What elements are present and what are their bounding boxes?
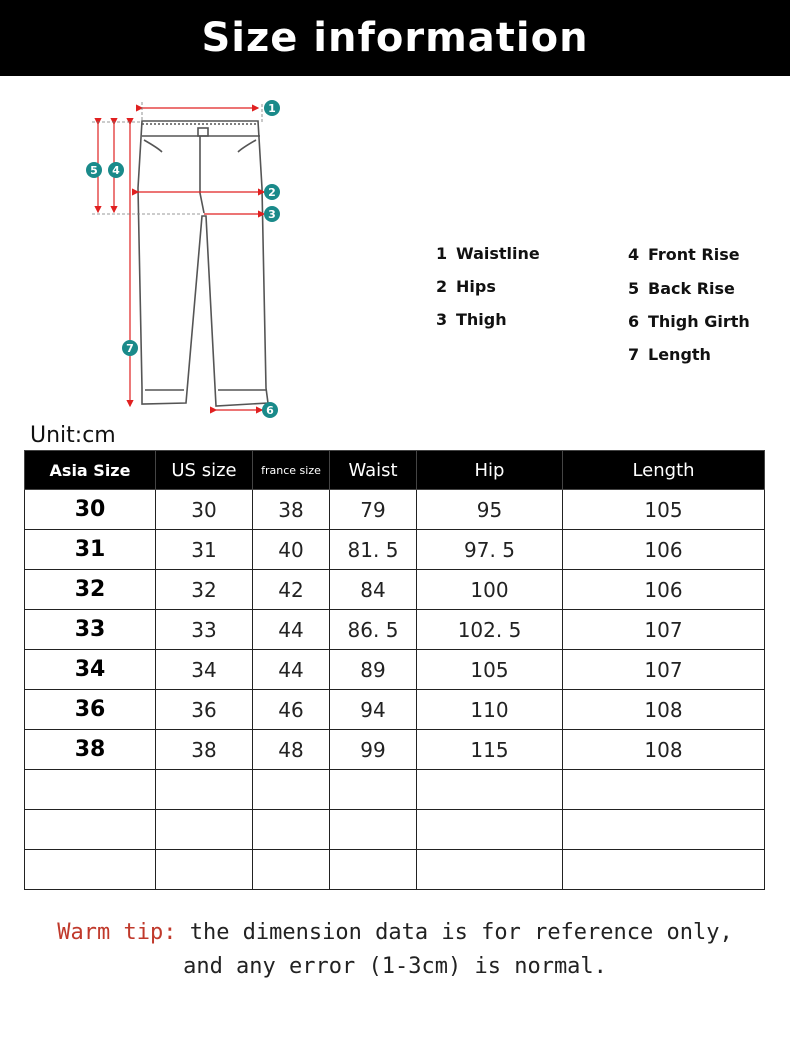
header-bar <box>0 0 790 76</box>
table-cell-empty <box>156 770 253 810</box>
table-cell: 79 <box>330 490 417 530</box>
legend-item-front-rise: 4 Front Rise <box>628 245 740 264</box>
legend-item-back-rise: 5 Back Rise <box>628 279 735 298</box>
table-cell: 108 <box>563 690 765 730</box>
table-cell-empty <box>253 850 330 890</box>
table-cell-empty <box>563 810 765 850</box>
table-cell: 32 <box>25 570 156 610</box>
svg-text:2: 2 <box>268 186 276 199</box>
table-cell-empty <box>330 770 417 810</box>
column-header-asia-size: Asia Size <box>25 451 156 490</box>
table-cell: 106 <box>563 530 765 570</box>
table-cell: 105 <box>563 490 765 530</box>
table-cell: 38 <box>253 490 330 530</box>
legend-item-thigh: 3 Thigh <box>436 310 507 329</box>
table-cell: 36 <box>25 690 156 730</box>
table-cell: 38 <box>156 730 253 770</box>
table-cell: 48 <box>253 730 330 770</box>
pants-diagram <box>70 88 300 428</box>
table-cell-empty <box>156 850 253 890</box>
table-row <box>25 530 765 570</box>
table-cell: 36 <box>156 690 253 730</box>
table-cell: 106 <box>563 570 765 610</box>
svg-text:1: 1 <box>268 102 276 115</box>
table-cell: 99 <box>330 730 417 770</box>
table-cell: 33 <box>25 610 156 650</box>
table-row <box>25 650 765 690</box>
svg-text:5: 5 <box>90 164 98 177</box>
column-header-hip: Hip <box>417 451 563 490</box>
table-cell-empty <box>253 810 330 850</box>
table-cell: 110 <box>417 690 563 730</box>
legend-item-hips: 2 Hips <box>436 277 496 296</box>
column-header-waist: Waist <box>330 451 417 490</box>
table-cell: 44 <box>253 650 330 690</box>
table-cell: 31 <box>156 530 253 570</box>
table-cell: 107 <box>563 610 765 650</box>
table-cell: 42 <box>253 570 330 610</box>
table-cell: 40 <box>253 530 330 570</box>
table-cell: 108 <box>563 730 765 770</box>
column-header-length: Length <box>563 451 765 490</box>
table-row-empty <box>25 770 765 810</box>
table-cell: 30 <box>156 490 253 530</box>
table-cell-empty <box>563 850 765 890</box>
pants-outline <box>138 121 268 406</box>
table-cell: 84 <box>330 570 417 610</box>
legend-item-waistline: 1 Waistline <box>436 244 540 263</box>
table-cell-empty <box>563 770 765 810</box>
table-cell: 105 <box>417 650 563 690</box>
warm-tip-line-1 <box>0 920 790 945</box>
table-cell: 34 <box>25 650 156 690</box>
table-cell-empty <box>330 850 417 890</box>
svg-text:3: 3 <box>268 208 276 221</box>
legend-item-length: 7 Length <box>628 345 711 364</box>
warm-tip-line-2: and any error (1-3cm) is normal. <box>183 954 607 979</box>
table-cell: 89 <box>330 650 417 690</box>
table-cell: 44 <box>253 610 330 650</box>
table-cell-empty <box>417 810 563 850</box>
table-row <box>25 570 765 610</box>
table-cell: 34 <box>156 650 253 690</box>
warm-tip-text-1: the dimension data is for reference only, <box>176 920 733 945</box>
table-row <box>25 730 765 770</box>
table-cell: 115 <box>417 730 563 770</box>
table-cell: 30 <box>25 490 156 530</box>
table-cell: 32 <box>156 570 253 610</box>
table-cell-empty <box>417 770 563 810</box>
table-cell-empty <box>25 810 156 850</box>
table-cell: 46 <box>253 690 330 730</box>
table-row-empty <box>25 850 765 890</box>
table-cell-empty <box>253 770 330 810</box>
legend-item-thigh-girth: 6 Thigh Girth <box>628 312 750 331</box>
table-row <box>25 610 765 650</box>
svg-text:6: 6 <box>266 404 274 417</box>
table-cell: 31 <box>25 530 156 570</box>
svg-text:7: 7 <box>126 342 134 355</box>
unit-label: Unit:cm <box>30 423 116 448</box>
svg-text:4: 4 <box>112 164 120 177</box>
table-cell-empty <box>25 770 156 810</box>
table-cell: 33 <box>156 610 253 650</box>
table-header-row <box>25 451 765 490</box>
table-row-empty <box>25 810 765 850</box>
table-cell: 86. 5 <box>330 610 417 650</box>
table-cell-empty <box>417 850 563 890</box>
table-cell-empty <box>330 810 417 850</box>
table-cell-empty <box>156 810 253 850</box>
table-row <box>25 490 765 530</box>
table-cell: 100 <box>417 570 563 610</box>
page-title: Size information <box>201 15 589 61</box>
table-cell-empty <box>25 850 156 890</box>
column-header-france-size: france size <box>253 451 330 490</box>
column-header-us-size: US size <box>156 451 253 490</box>
table-row <box>25 690 765 730</box>
table-cell: 95 <box>417 490 563 530</box>
table-cell: 97. 5 <box>417 530 563 570</box>
table-cell: 107 <box>563 650 765 690</box>
table-cell: 94 <box>330 690 417 730</box>
warm-tip-label: Warm tip: <box>57 920 177 945</box>
table-cell: 38 <box>25 730 156 770</box>
table-cell: 81. 5 <box>330 530 417 570</box>
table-cell: 102. 5 <box>417 610 563 650</box>
size-table <box>24 450 765 890</box>
